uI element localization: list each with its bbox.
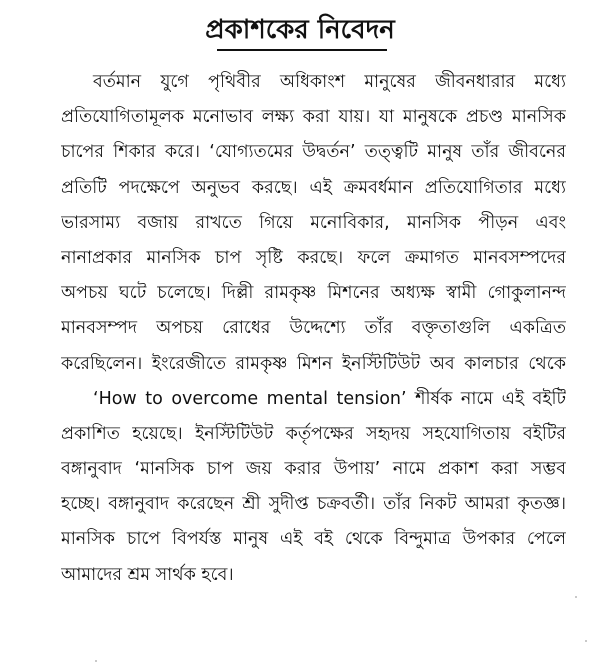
title-underline: [217, 49, 387, 51]
paragraph-line: প্রতিযোগিতামূলক মনোভাব লক্ষ্য করা যায়। যা মানুষকে প্রচণ্ড মানসিক: [61, 107, 566, 128]
body-paragraph: [61, 65, 566, 593]
paragraph-line: অপচয় ঘটে চলেছে। দিল্লী রামকৃষ্ণ মিশনের অধ্যক্ষ স্বামী গোকুলানন্দ: [61, 283, 566, 304]
scan-speck: [575, 596, 577, 598]
scan-speck: [95, 660, 97, 662]
paragraph-line: চাপের শিকার করে। ‘যোগ্যতমের উদ্বর্তন’ তত্ত্বটি মানুষ তাঁর জীবনের: [61, 142, 566, 163]
page-title: প্রকাশকের নিবেদন: [205, 15, 395, 45]
scan-speck: [585, 640, 587, 642]
paragraph-line: প্রতিটি পদক্ষেপে অনুভব করছে। এই ক্রমবর্ধমান প্রতিযোগিতার মধ্যে: [61, 177, 566, 198]
paragraph-line: ‘How to overcome mental tension’ শীর্ষক নামে এই বইটি: [93, 388, 566, 409]
paragraph-line: নানাপ্রকার মানসিক চাপ সৃষ্টি করছে। ফলে ক্রমাগত মানবসম্পদের: [61, 247, 566, 268]
paragraph-line: মানসিক চাপে বিপর্যস্ত মানুষ এই বই থেকে বিন্দুমাত্র উপকার পেলে: [61, 529, 566, 550]
paragraph-line: বঙ্গানুবাদ ‘মানসিক চাপ জয় করার উপায়’ নামে প্রকাশ করা সম্ভব: [61, 459, 566, 480]
paragraph-line: বর্তমান যুগে পৃথিবীর অধিকাংশ মানুষের জীবনধারার মধ্যে: [93, 72, 566, 92]
paragraph-line: আমাদের শ্রম সার্থক হবে।: [61, 564, 234, 585]
paragraph-line: প্রকাশিত হয়েছে। ইনস্টিটিউট কর্তৃপক্ষের সহৃদয় সহযোগিতায় বইটির: [61, 423, 566, 444]
paragraph-line: ভারসাম্য বজায় রাখতে গিয়ে মনোবিকার, মানসিক পীড়ন এবং: [61, 212, 566, 233]
paragraph-line: হচ্ছে। বঙ্গানুবাদ করেছেন শ্রী সুদীপ্ত চক্রবর্তী। তাঁর নিকট আমরা কৃতজ্ঞ।: [61, 494, 566, 515]
paragraph-line: মানবসম্পদ অপচয় রোধের উদ্দেশ্যে তাঁর বক্তৃতাগুলি একত্রিত: [61, 318, 566, 339]
paragraph-line: করেছিলেন। ইংরেজীতে রামকৃষ্ণ মিশন ইনস্টিটিউট অব কালচার থেকে: [61, 353, 566, 374]
